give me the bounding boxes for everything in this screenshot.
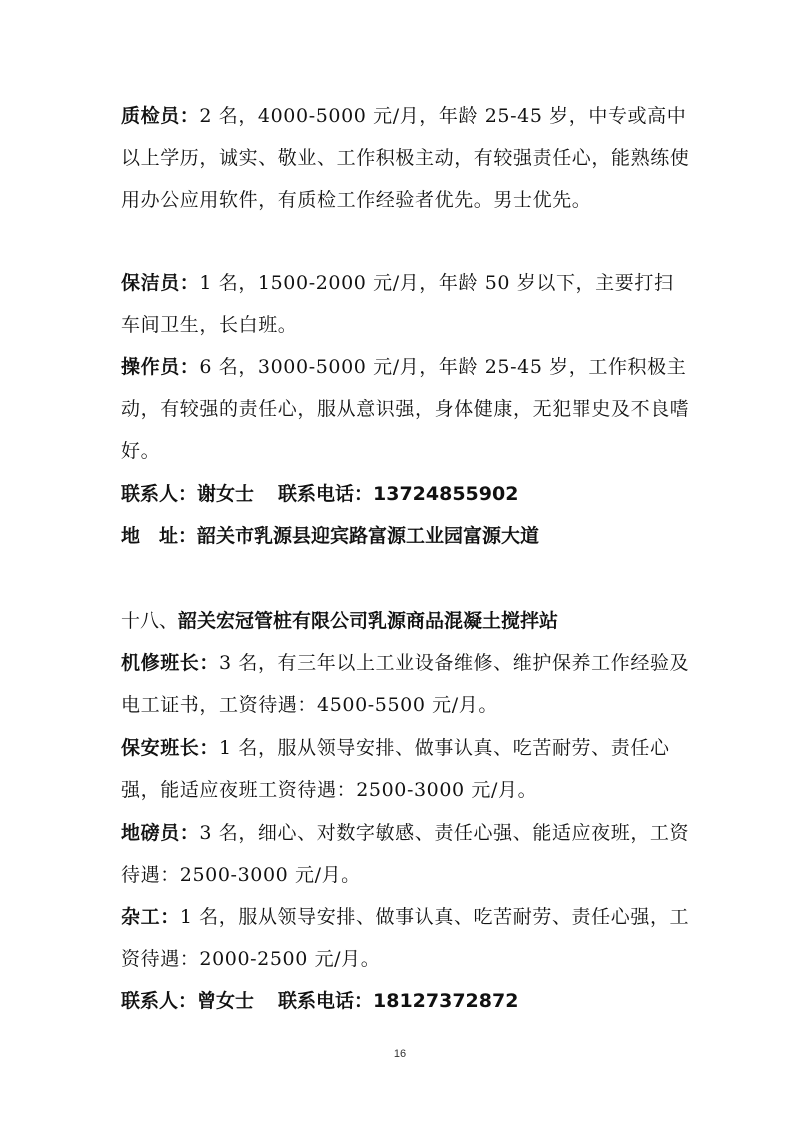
job-title: 地磅员： — [121, 822, 200, 844]
contact-person: 联系人：谢女士 — [121, 483, 255, 505]
job-title: 保安班长： — [121, 737, 220, 759]
contact-line-2 — [121, 980, 518, 1022]
job-general-worker — [121, 896, 691, 980]
contact-phone: 联系电话：13724855902 — [278, 483, 519, 505]
job-operator — [121, 346, 691, 472]
job-title: 质检员： — [121, 105, 200, 127]
job-security-lead — [121, 727, 691, 811]
job-description: 1 名，服从领导安排、做事认真、吃苦耐劳、责任心强，工资待遇：2000-2500 元/月。 — [121, 906, 690, 970]
job-description: 2 名，4000-5000 元/月，年龄 25-45 岁，中专或高中以上学历，诚实、敬业、工作积极主动，有较强责任心，能熟练使用办公应用软件，有质检工作经验者优先。男士优先。 — [121, 105, 690, 211]
contact-phone: 联系电话：18127372872 — [278, 990, 519, 1012]
job-description: 3 名，有三年以上工业设备维修、维护保养工作经验及电工证书，工资待遇：4500-5500 元/月。 — [121, 652, 690, 716]
contact-person: 联系人：曾女士 — [121, 990, 255, 1012]
job-description: 1 名，服从领导安排、做事认真、吃苦耐劳、责任心强，能适应夜班工资待遇：2500-3000 元/月。 — [121, 737, 670, 801]
job-quality-inspector — [121, 95, 691, 221]
section-heading — [121, 600, 558, 642]
address-line — [121, 515, 539, 557]
section-number: 十八、 — [121, 610, 179, 632]
job-cleaner — [121, 262, 691, 346]
contact-line-1 — [121, 473, 518, 515]
job-maintenance-lead — [121, 642, 691, 726]
page-number: 16 — [393, 1048, 407, 1060]
job-weighbridge-clerk — [121, 812, 691, 896]
company-address: 地 址：韶关市乳源县迎宾路富源工业园富源大道 — [121, 525, 540, 547]
company-name: 韶关宏冠管桩有限公司乳源商品混凝土搅拌站 — [178, 610, 559, 632]
job-description: 1 名，1500-2000 元/月，年龄 50 岁以下，主要打扫车间卫生，长白班。 — [121, 272, 674, 336]
job-title: 操作员： — [121, 356, 200, 378]
job-description: 3 名，细心、对数字敏感、责任心强、能适应夜班，工资待遇：2500-3000 元/月。 — [121, 822, 690, 886]
job-title: 机修班长： — [121, 652, 220, 674]
job-title: 杂工： — [121, 906, 180, 928]
job-title: 保洁员： — [121, 272, 200, 294]
job-description: 6 名，3000-5000 元/月，年龄 25-45 岁，工作积极主动，有较强的责任心，服从意识强，身体健康，无犯罪史及不良嗜好。 — [121, 356, 690, 462]
